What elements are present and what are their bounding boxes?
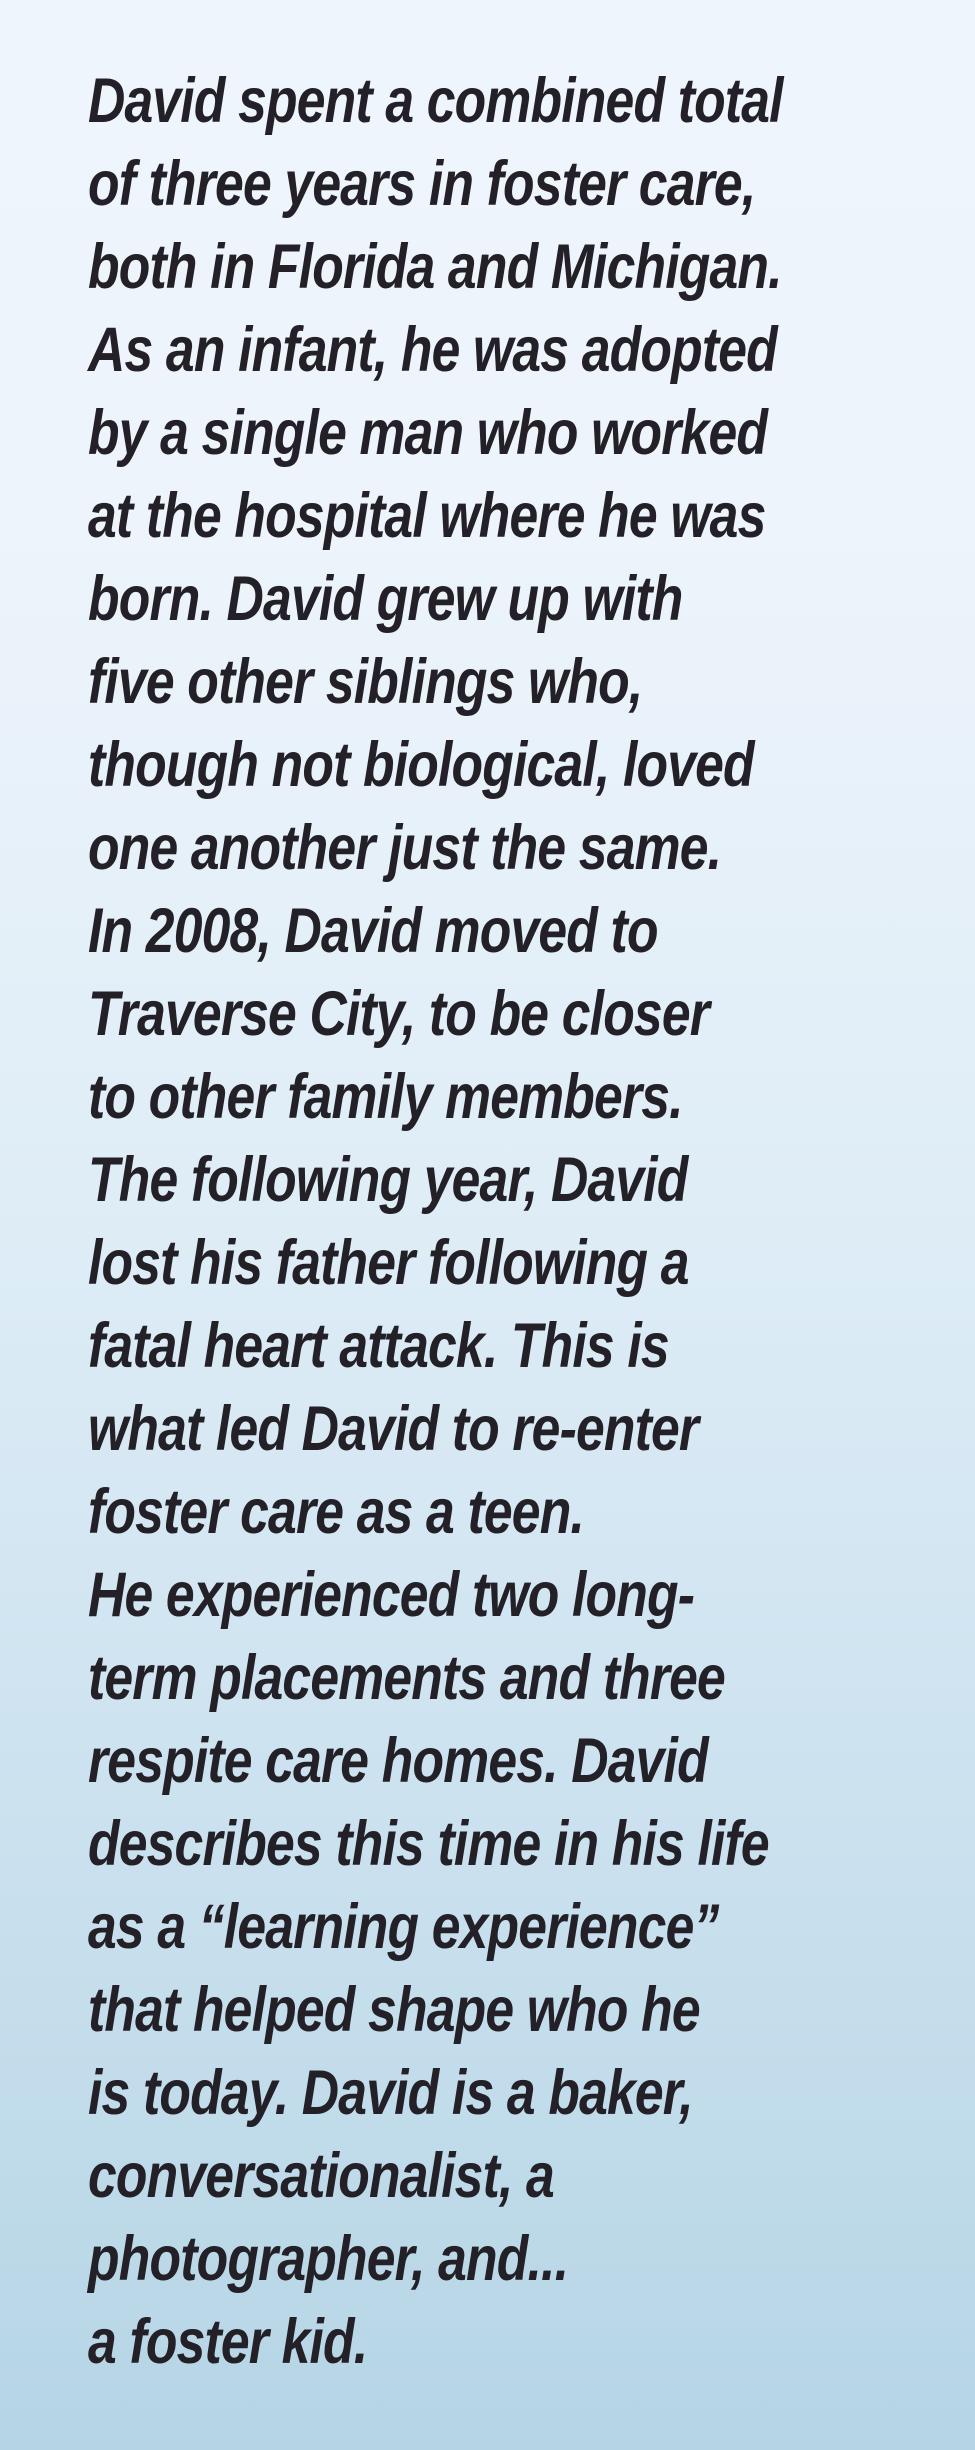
story-line: David spent a combined total [88,66,783,136]
story-line: by a single man who worked [88,398,768,468]
story-line: term placements and three [88,1643,725,1713]
story-line: to other family members. [88,1062,683,1132]
story-text-block [88,60,783,2384]
story-line: Traverse City, to be closer [88,979,710,1049]
story-line: born. David grew up with [88,564,683,634]
story-line: lost his father following a [88,1228,689,1298]
story-line: As an infant, he was adopted [88,315,777,385]
story-line: both in Florida and Michigan. [88,232,782,302]
story-line: one another just the same. [88,813,722,883]
story-line: of three years in foster care, [88,149,756,219]
story-line: what led David to re-enter [88,1394,699,1464]
story-line: photographer, and... [88,2224,569,2294]
story-line: though not biological, loved [88,730,754,800]
story-line: respite care homes. David [88,1726,708,1796]
story-line: at the hospital where he was [88,481,766,551]
story-line: describes this time in his life [88,1809,769,1879]
story-line: that helped shape who he [88,1975,700,2045]
story-line: The following year, David [88,1145,688,1215]
story-line: In 2008, David moved to [88,896,658,966]
story-line: He experienced two long- [88,1560,695,1630]
story-line: five other siblings who, [88,647,643,717]
story-line: is today. David is a baker, [88,2058,693,2128]
story-line: conversationalist, a [88,2141,554,2211]
story-line: foster care as a teen. [88,1477,584,1547]
story-line: fatal heart attack. This is [88,1311,669,1381]
story-line: a foster kid. [88,2307,368,2377]
story-line: as a “learning experience” [88,1892,719,1962]
